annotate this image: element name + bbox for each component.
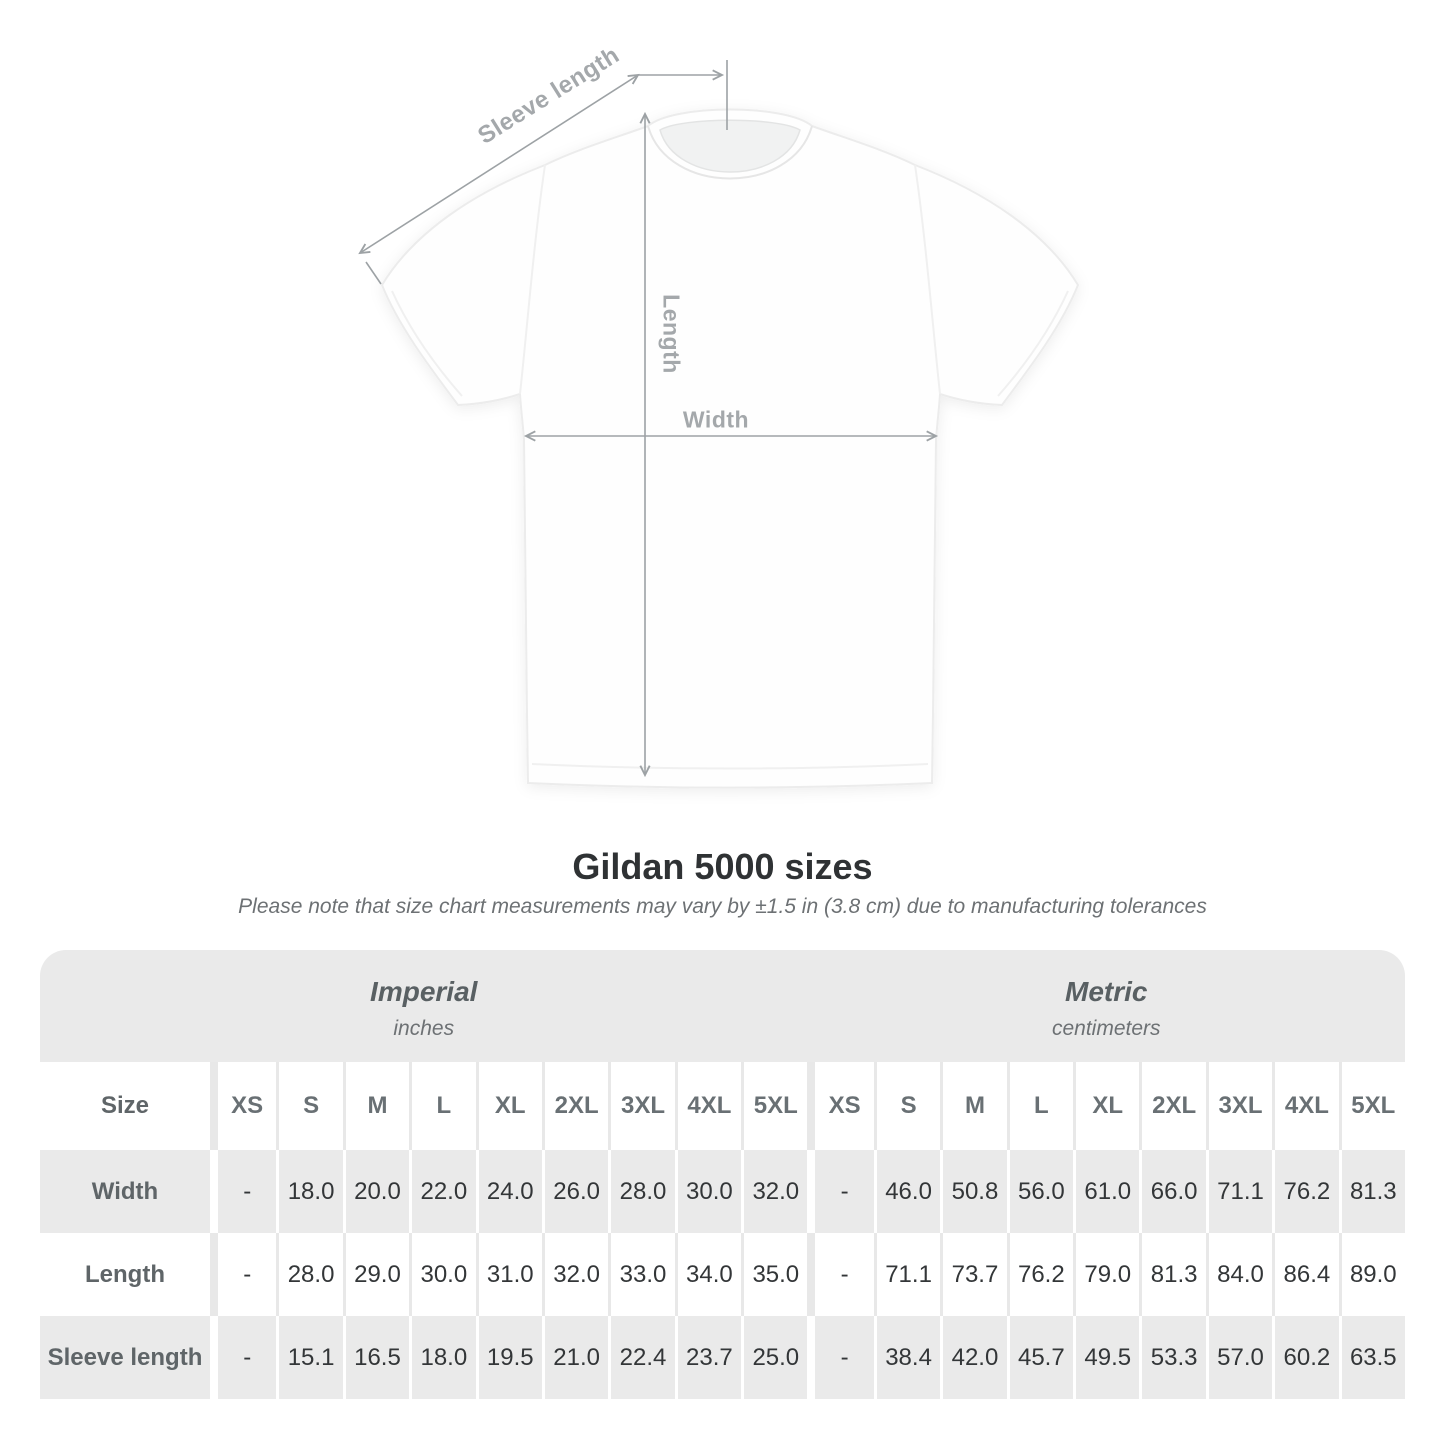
metric-unit-header	[808, 950, 1406, 1062]
imperial-unit-header	[40, 950, 808, 1062]
value-cell: -	[807, 1233, 873, 1316]
value-cell: 79.0	[1073, 1233, 1139, 1316]
size-col-header: 2XL	[1139, 1062, 1205, 1150]
size-col-header: XL	[476, 1062, 542, 1150]
size-col-header: 4XL	[1272, 1062, 1338, 1150]
value-cell: 30.0	[409, 1233, 475, 1316]
row-label: Width	[91, 1177, 159, 1205]
size-col-header: L	[409, 1062, 475, 1150]
value-cell: 76.2	[1007, 1233, 1073, 1316]
value-cell: 20.0	[343, 1150, 409, 1233]
value-cell: 15.1	[276, 1316, 342, 1399]
size-col-header: S	[874, 1062, 940, 1150]
size-header-cell: Size	[100, 1092, 150, 1119]
value-cell: 38.4	[874, 1316, 940, 1399]
size-col-header: XL	[1073, 1062, 1139, 1150]
metric-label: Metric	[1065, 976, 1148, 1007]
size-col-header: L	[1007, 1062, 1073, 1150]
size-col-header: XS	[807, 1062, 873, 1150]
value-cell: 33.0	[608, 1233, 674, 1316]
imperial-sublabel: inches	[393, 1017, 455, 1040]
value-cell: 32.0	[741, 1150, 807, 1233]
table-rows	[40, 1062, 1405, 1399]
value-cell: 81.3	[1339, 1150, 1405, 1233]
value-cell: -	[210, 1316, 276, 1399]
value-cell: 56.0	[1007, 1150, 1073, 1233]
imperial-label: Imperial	[370, 976, 478, 1007]
value-cell: 81.3	[1139, 1233, 1205, 1316]
table-row	[40, 1316, 1405, 1399]
value-cell: 28.0	[276, 1233, 342, 1316]
size-table	[40, 950, 1405, 1399]
tshirt-shape	[382, 110, 1078, 788]
metric-sublabel: centimeters	[1051, 1017, 1161, 1040]
value-cell: 32.0	[542, 1233, 608, 1316]
value-cell: 61.0	[1073, 1150, 1139, 1233]
value-cell: 30.0	[675, 1150, 741, 1233]
value-cell: 35.0	[741, 1233, 807, 1316]
size-col-header: M	[940, 1062, 1006, 1150]
value-cell: 28.0	[608, 1150, 674, 1233]
value-cell: 71.1	[874, 1233, 940, 1316]
value-cell: -	[210, 1150, 276, 1233]
value-cell: 29.0	[343, 1233, 409, 1316]
value-cell: 25.0	[741, 1316, 807, 1399]
value-cell: 21.0	[542, 1316, 608, 1399]
size-col-header: 4XL	[675, 1062, 741, 1150]
value-cell: 63.5	[1339, 1316, 1405, 1399]
value-cell: 16.5	[343, 1316, 409, 1399]
tolerance-note: Please note that size chart measurements may vary by ±1.5 in (3.8 cm) due to manufacturing tolerances	[238, 895, 1207, 918]
value-cell: 60.2	[1272, 1316, 1338, 1399]
size-col-header: 3XL	[608, 1062, 674, 1150]
value-cell: 66.0	[1139, 1150, 1205, 1233]
value-cell: 50.8	[940, 1150, 1006, 1233]
value-cell: 18.0	[276, 1150, 342, 1233]
value-cell: 18.0	[409, 1316, 475, 1399]
size-col-header: 5XL	[741, 1062, 807, 1150]
value-cell: 22.4	[608, 1316, 674, 1399]
size-col-header: M	[343, 1062, 409, 1150]
unit-header-band	[40, 950, 1405, 1062]
value-cell: 23.7	[675, 1316, 741, 1399]
value-cell: 31.0	[476, 1233, 542, 1316]
table-row	[40, 1150, 1405, 1233]
value-cell: -	[210, 1233, 276, 1316]
value-cell: 76.2	[1272, 1150, 1338, 1233]
value-cell: 45.7	[1007, 1316, 1073, 1399]
value-cell: 34.0	[675, 1233, 741, 1316]
size-col-header: 5XL	[1339, 1062, 1405, 1150]
size-col-header: 2XL	[542, 1062, 608, 1150]
value-cell: 73.7	[940, 1233, 1006, 1316]
row-label: Sleeve length	[47, 1343, 203, 1371]
table-row	[40, 1062, 1405, 1150]
page-title: Gildan 5000 sizes	[572, 846, 873, 887]
size-col-header: 3XL	[1206, 1062, 1272, 1150]
value-cell: -	[807, 1316, 873, 1399]
size-col-header: S	[276, 1062, 342, 1150]
value-cell: 71.1	[1206, 1150, 1272, 1233]
value-cell: 86.4	[1272, 1233, 1338, 1316]
value-cell: 42.0	[940, 1316, 1006, 1399]
value-cell: 57.0	[1206, 1316, 1272, 1399]
value-cell: 84.0	[1206, 1233, 1272, 1316]
value-cell: 24.0	[476, 1150, 542, 1233]
width-label: Width	[682, 406, 750, 433]
value-cell: 46.0	[874, 1150, 940, 1233]
value-cell: 22.0	[409, 1150, 475, 1233]
table-row	[40, 1233, 1405, 1316]
value-cell: -	[807, 1150, 873, 1233]
length-label: Length	[658, 294, 685, 374]
value-cell: 49.5	[1073, 1316, 1139, 1399]
sleeve-length-label: Sleeve length	[473, 41, 625, 150]
value-cell: 19.5	[476, 1316, 542, 1399]
row-label: Length	[85, 1260, 165, 1288]
value-cell: 26.0	[542, 1150, 608, 1233]
value-cell: 89.0	[1339, 1233, 1405, 1316]
size-col-header: XS	[210, 1062, 276, 1150]
value-cell: 53.3	[1139, 1316, 1205, 1399]
